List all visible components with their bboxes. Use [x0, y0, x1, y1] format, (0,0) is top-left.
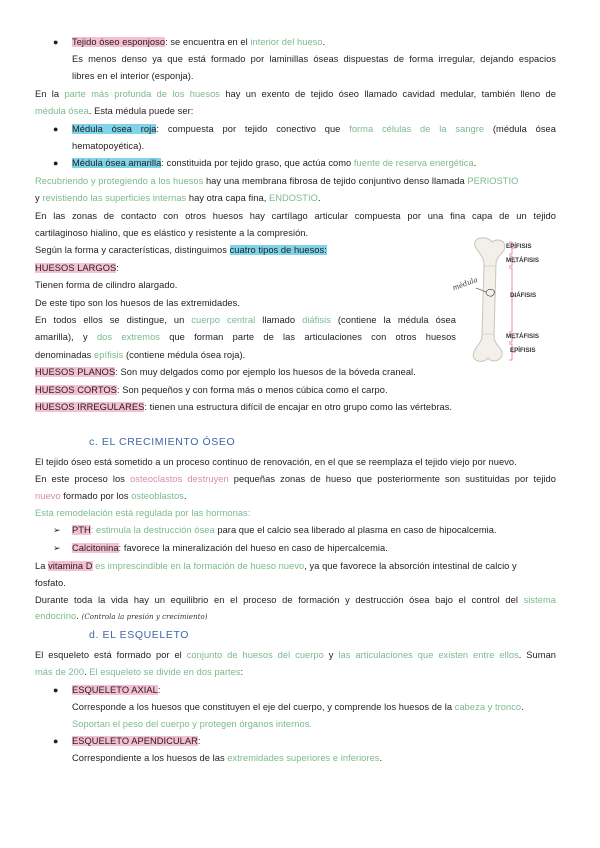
text-line: Corresponde a los huesos que constituyen el eje del cuerpo, y comprende los huesos de la cabeza y tronco.: [72, 702, 524, 712]
text-line: ESQUELETO AXIAL:: [72, 685, 161, 695]
text-line: Médula ósea amarilla: constituida por tejido graso, que actúa como fuente de reserva energética.: [72, 158, 477, 168]
text-line: endocrino. (Controla la presión y crecimiento): [35, 611, 208, 621]
text-line: El tejido óseo está sometido a un proceso continuo de renovación, en el que se reemplaza el tejido viejo por nuevo.: [35, 457, 517, 467]
text-line: HUESOS IRREGULARES: tienen una estructura difícil de encajar en otro grupo como las vértebras.: [35, 402, 453, 412]
text-line: Tejido óseo esponjoso: se encuentra en el interior del hueso.: [72, 37, 326, 47]
label-diaphysis: DIÁFISIS: [510, 292, 537, 299]
text-line: Durante toda la vida hay un equilibrio en el proceso de formación y destrucción ósea bajo el control del sistema: [35, 595, 556, 605]
text-line: Calcitonina: favorece la mineralización del hueso en caso de hipercalcemia.: [72, 543, 388, 553]
text-line: HUESOS PLANOS: Son muy delgados como por ejemplo los huesos de la bóveda craneal.: [35, 367, 416, 377]
text-line: Recubriendo y protegiendo a los huesos hay una membrana fibrosa de tejido conjuntivo denso llamada PERIOSTIO: [35, 176, 519, 186]
highlight-term: Tejido óseo esponjoso: [72, 37, 166, 47]
text-line: Correspondiente a los huesos de las extremidades superiores e inferiores.: [72, 753, 383, 763]
text-line: libres en el interior (esponja).: [72, 71, 194, 81]
bullet-icon: ●: [53, 37, 59, 47]
bullet-icon: ●: [53, 158, 59, 168]
text-line: más de 200. El esqueleto se divide en dos partes:: [35, 667, 244, 677]
text-line: hematopoyética).: [72, 141, 145, 151]
handwritten-note: médula: [451, 275, 479, 293]
text-line: médula ósea. Esta médula puede ser:: [35, 106, 194, 116]
long-bone-diagram: [451, 236, 600, 366]
label-metaphysis-bottom: METÁFISIS: [506, 333, 540, 340]
text-line: Soportan el peso del cuerpo y protegen órganos internos.: [72, 719, 313, 729]
text-line: HUESOS CORTOS: Son pequeños y con forma más o menos cúbica como el carpo.: [35, 385, 388, 395]
text-line: Esta remodelación está regulada por las hormonas:: [35, 508, 251, 518]
text-line: En las zonas de contacto con otros huesos hay cartílago articular compuesta por una fina capa de un tejido: [35, 211, 556, 221]
bone-shape: [473, 238, 505, 362]
text-line: HUESOS LARGOS:: [35, 263, 119, 273]
handwritten-note: (Controla la presión y crecimiento): [81, 613, 208, 621]
text-line: y revistiendo las superficies internas hay otra capa fina, ENDOSTIO.: [35, 193, 321, 203]
text-line: Es menos denso ya que está formado por laminillas óseas dispuestas de forma irregular, dejando espacios: [72, 54, 556, 64]
text-line: En este proceso los osteoclastos destruyen pequeñas zonas de hueso que posteriormente son sustituidas por tejido: [35, 474, 556, 484]
bullet-icon: ●: [53, 685, 59, 695]
text-line: El esqueleto está formado por el conjunto de huesos del cuerpo y las articulaciones que existen entre ellos. Suman: [35, 650, 557, 660]
text-line: ESQUELETO APENDICULAR:: [72, 736, 201, 746]
arrow-bullet-icon: ➢: [53, 525, 61, 535]
text-line: cartilaginoso hialino, que es elástico y resistente a la compresión.: [35, 228, 309, 238]
text-line: fosfato.: [35, 578, 66, 588]
section-heading: d. EL ESQUELETO: [89, 629, 190, 641]
label-epiphysis-top: EPÍFISIS: [506, 243, 532, 250]
text-line: PTH: estimula la destrucción ósea para que el calcio sea liberado al plasma en caso de hipocalcemia.: [72, 525, 497, 535]
text-line: denominadas epífisis (contiene médula ósea roja).: [35, 350, 246, 360]
section-heading: c. EL CRECIMIENTO ÓSEO: [89, 436, 236, 448]
bullet-icon: ●: [53, 736, 59, 746]
text-line: En todos ellos se distingue, un cuerpo central llamado diáfisis (contiene la médula ósea: [35, 315, 456, 325]
arrow-bullet-icon: ➢: [53, 543, 61, 553]
text-line: La vitamina D es imprescindible en la formación de hueso nuevo, ya que favorece la absorción intestinal de calcio y: [35, 561, 517, 571]
text-line: En la parte más profunda de los huesos hay un exento de tejido óseo llamado cavidad medular, también lleno de: [35, 89, 556, 99]
label-epiphysis-bottom: EPÍFISIS: [510, 347, 536, 354]
text-line: De este tipo son los huesos de las extremidades.: [35, 298, 240, 308]
text-line: Según la forma y características, distinguimos cuatro tipos de huesos:: [35, 245, 327, 255]
text-line: amarilla), y dos extremos que forman parte de las articulaciones con otros huesos: [35, 332, 456, 342]
bracket-diaphysis: [509, 268, 512, 332]
label-metaphysis-top: METÁFISIS: [506, 257, 540, 264]
text-line: nuevo formado por los osteoblastos.: [35, 491, 187, 501]
bullet-icon: ●: [53, 124, 59, 134]
text-line: Tienen forma de cilindro alargado.: [35, 280, 178, 290]
text-line: Médula ósea roja: compuesta por tejido conectivo que forma células de la sangre (médula ósea: [72, 124, 556, 134]
